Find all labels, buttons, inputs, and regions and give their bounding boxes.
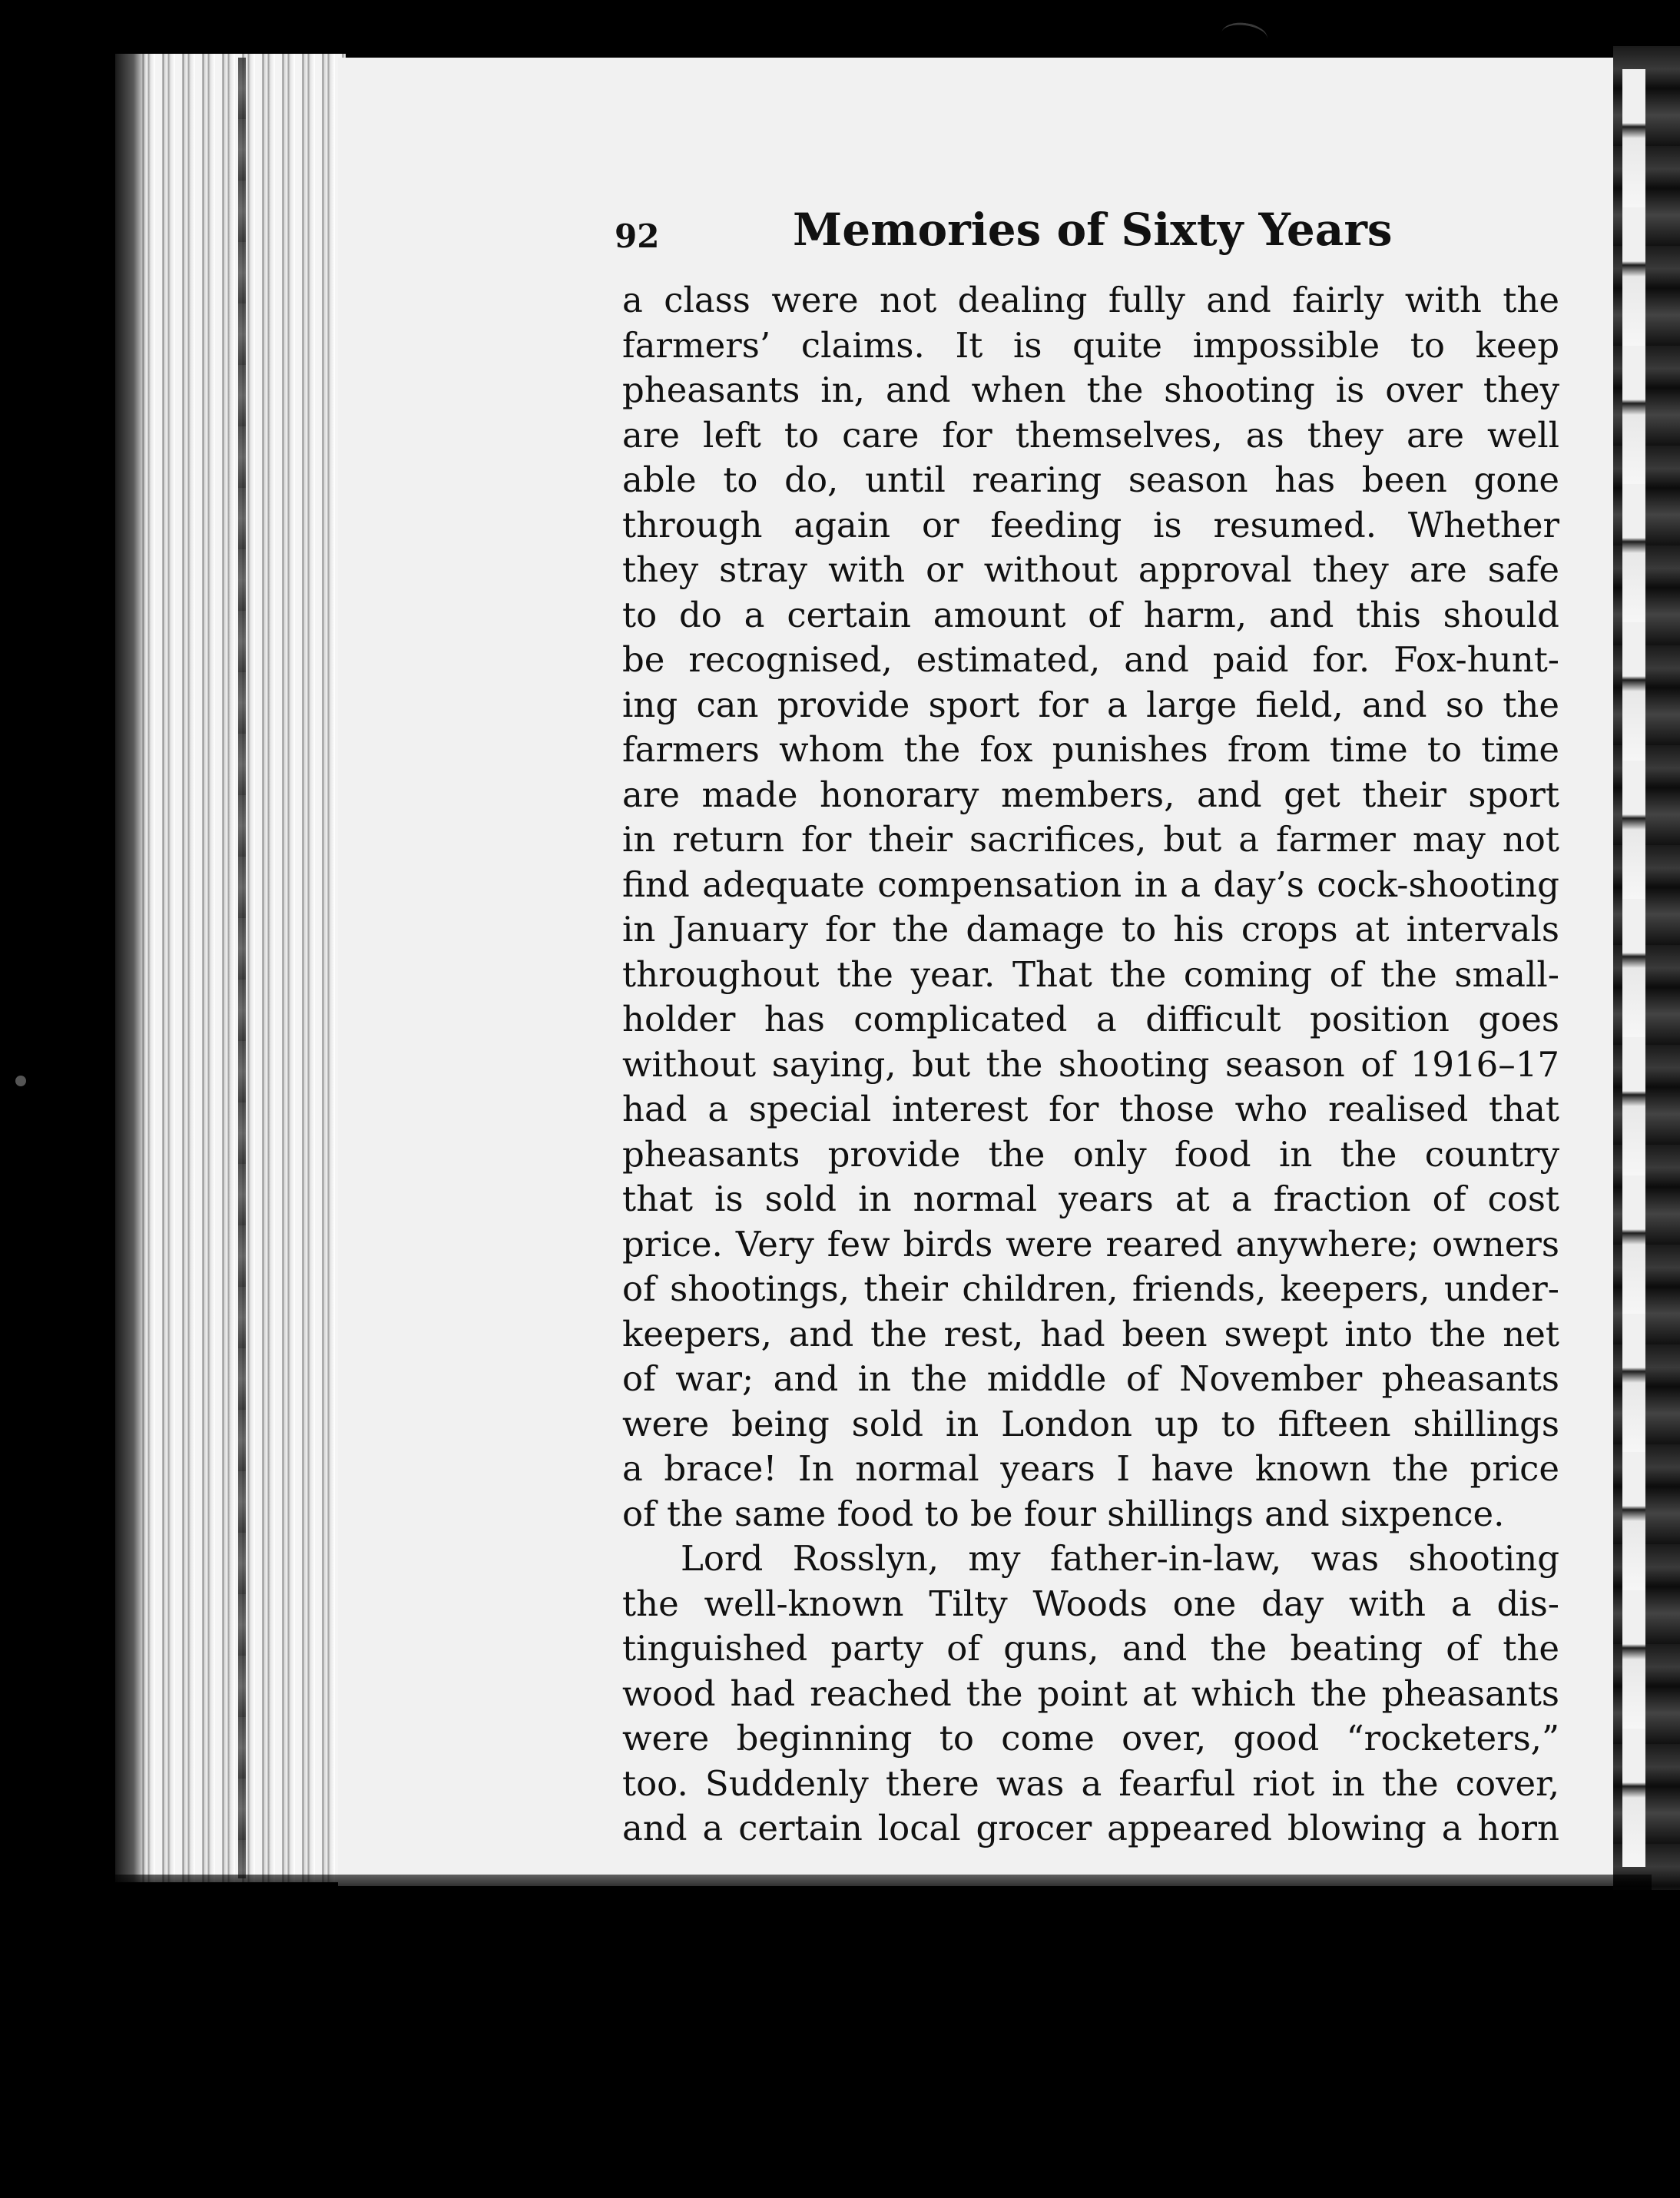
text-line: throughout the year. That the coming of the small- [622, 953, 1559, 995]
text-line: a brace! In normal years I have known the price [622, 1448, 1559, 1489]
text-line: through again or feeding is resumed. Whether [622, 504, 1559, 545]
text-line: be recognised, estimated, and paid for. Fox-hunt- [622, 639, 1559, 680]
stacked-page-edges [115, 54, 346, 1882]
text-line: find adequate compensation in a day’s cock-shooting [622, 864, 1559, 905]
bottom-shadow [115, 1875, 1652, 1898]
text-line: are left to care for themselves, as they are well [622, 414, 1559, 456]
text-line: are made honorary members, and get their sport [622, 774, 1559, 815]
text-line: pheasants provide the only food in the country [622, 1133, 1559, 1175]
text-line: farmers whom the fox punishes from time to time [622, 729, 1559, 770]
text-line: were being sold in London up to fifteen shillings [622, 1403, 1559, 1444]
text-line: too. Suddenly there was a fearful riot in the cover, [622, 1762, 1559, 1804]
text-line: tinguished party of guns, and the beating of the [622, 1628, 1559, 1669]
fold-mark [1220, 20, 1269, 51]
text-line: ing can provide sport for a large field, and so the [622, 684, 1559, 725]
text-line: without saying, but the shooting season of 1916–17 [622, 1043, 1559, 1085]
text-line: pheasants in, and when the shooting is over they [622, 370, 1559, 410]
text-line: in return for their sacrifices, but a farmer may not [622, 819, 1559, 860]
gutter-shadow [238, 58, 246, 1878]
text-line: the well-known Tilty Woods one day with a dis- [622, 1583, 1559, 1624]
text-line: price. Very few birds were reared anywhere; owners [622, 1223, 1559, 1265]
text-line: that is sold in normal years at a fraction of cost [622, 1179, 1559, 1219]
text-line: had a special interest for those who realised that [622, 1089, 1559, 1129]
paragraph-start-line: Lord Rosslyn, my father-in-law, was shooting [681, 1538, 1559, 1579]
text-line: they stray with or without approval they are safe [622, 549, 1559, 590]
book-title: Memories of Sixty Years [793, 204, 1393, 256]
running-header [615, 204, 1393, 265]
paragraph-end-line: of the same food to be four shillings and sixpence. [622, 1493, 1505, 1534]
text-line: of war; and in the middle of November pheasants [622, 1358, 1559, 1399]
text-line: keepers, and the rest, had been swept into the net [622, 1313, 1559, 1354]
text-line: able to do, until rearing season has been gone [622, 459, 1559, 500]
scan-speck [15, 1076, 26, 1086]
page-number: 92 [615, 217, 660, 255]
text-line: and a certain local grocer appeared blowing a horn [622, 1808, 1559, 1848]
right-page-strip [1622, 69, 1645, 1867]
text-line: farmers’ claims. It is quite impossible to keep [622, 324, 1559, 366]
text-line: holder has complicated a difficult position goes [622, 999, 1559, 1039]
page-edges-shadow [115, 54, 146, 1882]
text-line: of shootings, their children, friends, keepers, under- [622, 1268, 1559, 1309]
text-line: wood had reached the point at which the pheasants [622, 1673, 1559, 1714]
text-line: in January for the damage to his crops at intervals [622, 909, 1559, 950]
text-line: a class were not dealing fully and fairly with the [622, 280, 1559, 320]
text-line: were beginning to come over, good “rocketers,” [622, 1718, 1559, 1759]
body-text [622, 278, 1559, 1852]
text-line: to do a certain amount of harm, and this should [622, 594, 1559, 635]
